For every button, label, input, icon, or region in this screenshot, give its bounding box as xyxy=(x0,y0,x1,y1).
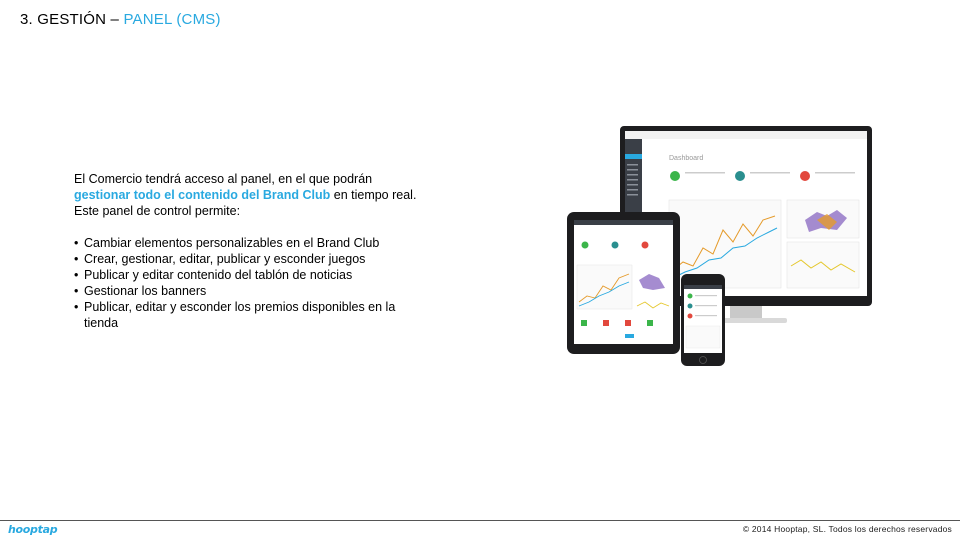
feature-item: • Publicar y editar contenido del tablón de noticias xyxy=(74,267,424,283)
intro-paragraph xyxy=(74,171,424,219)
feature-item: • Crear, gestionar, editar, publicar y esconder juegos xyxy=(74,251,424,267)
tablet xyxy=(567,212,680,354)
phone xyxy=(681,274,725,366)
intro-text-end: en tiempo real. Este panel de control permite: xyxy=(74,188,417,218)
devices-image xyxy=(565,120,890,380)
feature-item: • Cambiar elementos personalizables en el Brand Club xyxy=(74,235,424,251)
body-text xyxy=(74,171,424,331)
title-prefix: 3. GESTIÓN – xyxy=(20,11,124,28)
devices-illustration xyxy=(565,120,890,380)
feature-list xyxy=(74,235,424,331)
hooptap-logo: hooptap xyxy=(8,523,58,536)
copyright-text: © 2014 Hooptap, SL. Todos los derechos reservados xyxy=(742,524,952,534)
page-title xyxy=(20,11,221,28)
intro-highlight: gestionar todo el contenido del Brand Club xyxy=(74,188,331,202)
footer-divider xyxy=(0,520,960,521)
intro-text: El Comercio tendrá acceso al panel, en el que podrán xyxy=(74,172,373,186)
title-accent: PANEL (CMS) xyxy=(123,11,221,28)
feature-item: • Publicar, editar y esconder los premios disponibles en la tienda xyxy=(74,299,424,331)
dashboard-heading: Dashboard xyxy=(669,155,704,162)
feature-item: • Gestionar los banners xyxy=(74,283,424,299)
